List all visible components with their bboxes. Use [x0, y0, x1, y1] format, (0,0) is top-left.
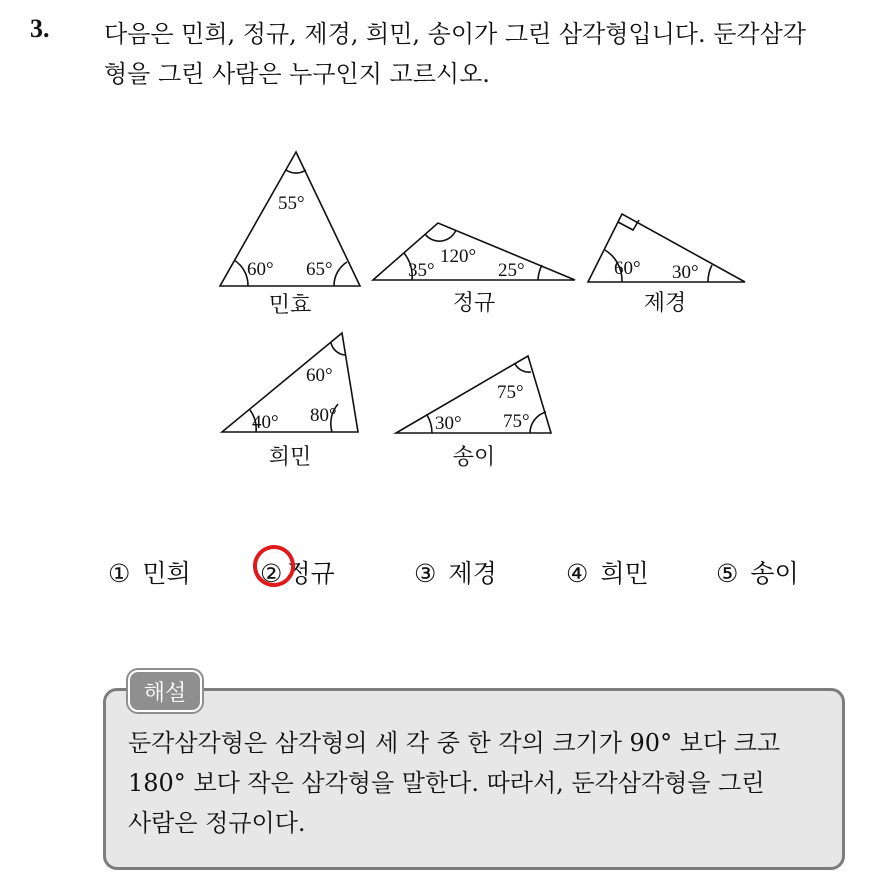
answer-choices — [0, 548, 884, 592]
choice-2-mark: ② — [260, 559, 283, 588]
choice-4-label: 희민 — [600, 559, 649, 588]
triangle-name: 송이 — [452, 445, 496, 470]
angle-label: 65° — [306, 259, 333, 280]
triangle-name: 민효 — [268, 293, 312, 318]
question-number: 3. — [30, 14, 50, 43]
angle-label: 60° — [306, 365, 333, 386]
angle-label: 30° — [672, 262, 699, 283]
question-line-2: 형을 그린 사람은 누구인지 고르시오. — [104, 60, 490, 88]
choice-3-label: 제경 — [448, 559, 497, 588]
explanation-tag: 해설 — [128, 670, 202, 712]
triangle-name: 희민 — [268, 445, 312, 470]
explanation-line-1: 둔각삼각형은 삼각형의 세 각 중 한 각의 크기가 90° 보다 크고 — [128, 729, 781, 757]
choice-1-label: 민희 — [142, 559, 191, 588]
choice-5[interactable] — [716, 554, 799, 590]
choice-5-mark: ⑤ — [716, 559, 739, 588]
choice-3-mark: ③ — [414, 559, 437, 588]
choice-1[interactable] — [108, 554, 191, 590]
choice-4-mark: ④ — [566, 559, 589, 588]
angle-label: 75° — [497, 382, 524, 403]
explanation-line-2: 180° 보다 작은 삼각형을 말한다. 따라서, 둔각삼각형을 그린 — [128, 769, 765, 797]
choice-4[interactable] — [566, 554, 649, 590]
angle-label: 35° — [408, 260, 435, 281]
triangle-huimin — [222, 333, 358, 432]
triangle-name: 제경 — [643, 291, 687, 316]
explanation-box — [103, 688, 845, 870]
angle-label: 60° — [614, 258, 641, 279]
angle-label: 80° — [310, 405, 337, 426]
explanation-line-3: 사람은 정규이다. — [128, 809, 306, 837]
choice-2-label: 정규 — [286, 559, 335, 588]
triangle-jegyeong — [588, 214, 745, 282]
angle-label: 40° — [252, 412, 279, 433]
choice-5-label: 송이 — [750, 559, 799, 588]
explanation-text — [128, 723, 828, 843]
choice-1-mark: ① — [108, 559, 131, 588]
angle-label: 30° — [435, 413, 462, 434]
angle-label: 25° — [498, 260, 525, 281]
choice-3[interactable] — [414, 554, 497, 590]
angle-label: 120° — [440, 246, 477, 267]
angle-label: 60° — [247, 259, 274, 280]
triangle-name: 정규 — [452, 291, 496, 316]
question-line-1: 다음은 민희, 정규, 제경, 희민, 송이가 그린 삼각형입니다. 둔각삼각 — [104, 20, 806, 48]
angle-label: 55° — [278, 193, 305, 214]
angle-label: 75° — [503, 411, 530, 432]
